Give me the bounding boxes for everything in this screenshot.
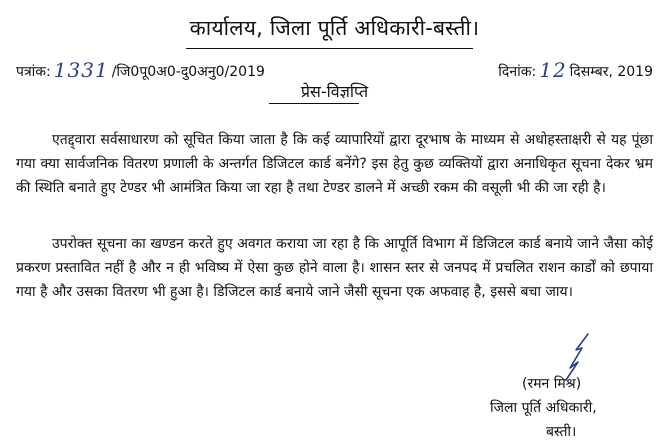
office-title-underline xyxy=(186,48,473,49)
reference-row xyxy=(16,58,653,82)
date-rest: दिसम्बर, 2019 xyxy=(569,64,653,80)
press-release-title: प्रेस-विज्ञप्ति xyxy=(300,82,369,101)
patrank-number: 1331 xyxy=(53,58,109,82)
date-label: दिनांक: xyxy=(498,64,537,80)
signatory-place: बस्ती। xyxy=(546,424,577,440)
body-paragraph-2: उपरोक्त सूचना का खण्डन करते हुए अवगत कराया जा रहा है कि आपूर्ति विभाग में डिजिटल कार्ड बनाये जाने जैसा कोई प्रकरण प्रस्तावित नहीं है और न ही भविष्य में ऐसा कुछ होने वाला है। शासन स्तर से जनपद में प्रचलित राशन कार्डों को छपाया गया है और उसका वितरण भी हुआ है। डिजिटल कार्ड बनाये जाने जैसी सूचना एक अफवाह है, इससे बचा जाय। xyxy=(16,236,653,300)
date-day: 12 xyxy=(539,58,567,82)
date xyxy=(498,58,653,82)
patrank-suffix: /जि0पू0अ0-दु0अनु0/2019 xyxy=(111,64,265,80)
signatory-block xyxy=(490,372,660,444)
signatory-name: (रमन मिश्र) xyxy=(522,376,582,392)
office-title: कार्यालय, जिला पूर्ति अधिकारी-बस्ती। xyxy=(189,16,480,40)
patrank-label: पत्रांक: xyxy=(16,64,51,80)
patrank xyxy=(16,58,265,82)
body-paragraph-1: एतद्द्वारा सर्वसाधारण को सूचित किया जाता है कि कई व्यापारियों द्वारा दूरभाष के माध्यम से अधोहस्ताक्षरी से यह पूंछा गया क्या सार्वजनिक वितरण प्रणाली के अन्तर्गत डिजिटल कार्ड बनेंगे? इस हेतु कुछ व्यक्तियों द्वारा अनाधिकृत सूचना देकर भ्रम की स्थिति बनाते हुए टेण्डर भी आमंत्रित किया जा रहा है तथा टेण्डर डालने में अच्छी रकम की वसूली भी की जा रही है। xyxy=(16,132,653,196)
press-title-underline xyxy=(269,103,359,104)
signatory-designation: जिला पूर्ति अधिकारी, xyxy=(490,400,597,416)
